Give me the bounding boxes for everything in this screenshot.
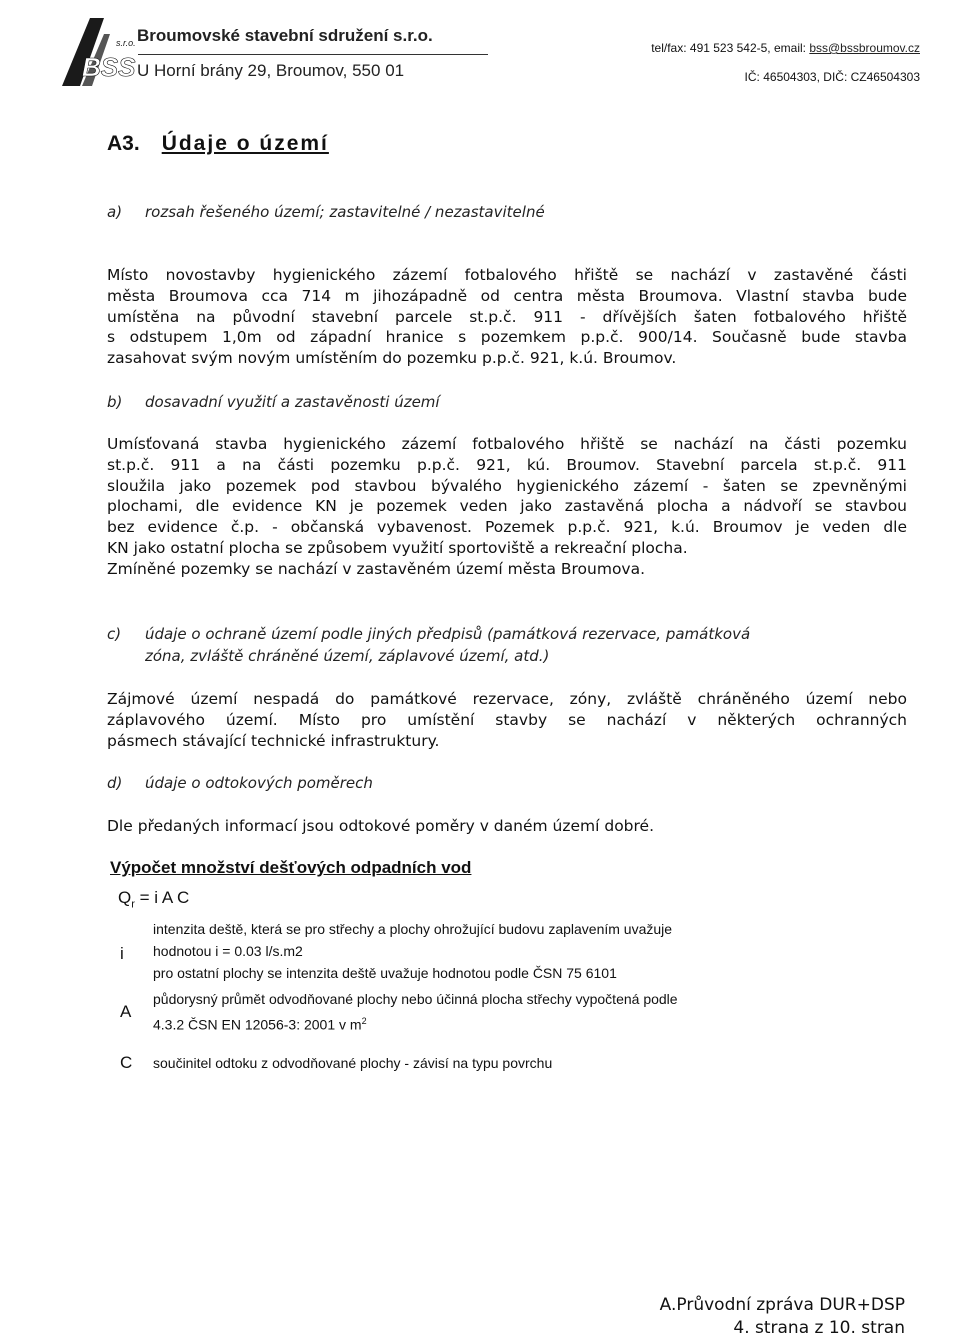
company-address: U Horní brány 29, Broumov, 550 01 (137, 61, 405, 80)
definition-a-text: 4.3.2 ČSN EN 12056-3: 2001 v m (153, 1016, 362, 1033)
definition-c-line: součinitel odtoku z odvodňované plochy - závisí na typu povrchu (153, 1055, 553, 1071)
definition-c (153, 1052, 552, 1074)
formula-rest: = i A C (134, 888, 190, 907)
symbol-a: A (120, 1002, 132, 1021)
logo-small-text: s.r.o. (116, 38, 136, 48)
subheading-a-label: a) (107, 203, 123, 221)
company-name: Broumovské stavební sdružení s.r.o. (137, 26, 433, 45)
subheading-d-label: d) (107, 774, 123, 792)
definition-a-sup: 2 (361, 1016, 367, 1026)
calculation-title: Výpočet množství dešťových odpadních vod (110, 858, 472, 877)
logo-text: BSS (82, 52, 136, 82)
footer-document: A.Průvodní zpráva DUR+DSP (659, 1295, 905, 1315)
paragraph-a (107, 265, 907, 369)
formula-q: Q (118, 888, 132, 907)
paragraph-b-line: Zmíněné pozemky se nachází v zastavěném území města Broumova. (107, 559, 646, 578)
header-divider (138, 54, 488, 55)
definition-a-line (153, 1010, 678, 1036)
contact-prefix: tel/fax: 491 523 542-5, email: (651, 41, 810, 55)
paragraph-a-line: s odstupem 1,0m od západní hranice s pozemkem p.p.č. 900/14. Současně bude stavba (107, 328, 907, 347)
section-title: Údaje o území (161, 132, 329, 155)
definition-i-line: hodnotou i = 0.03 l/s.m2 (153, 943, 303, 959)
subheading-c (107, 625, 750, 643)
formula (118, 888, 189, 910)
paragraph-c-line: Zájmové území nespadá do památkové rezervace, zóny, zvláště chráněného území nebo (107, 690, 907, 708)
definition-i-line: pro ostatní plochy se intenzita deště uvažuje hodnotou podle ČSN 75 6101 (153, 965, 617, 981)
subheading-b (107, 393, 440, 411)
subheading-c-label: c) (107, 625, 122, 643)
paragraph-b-line: st.p.č. 911 a na části pozemku p.p.č. 921, kú. Broumov. Stavební parcela st.p.č. 911 (107, 455, 907, 474)
footer-page-number: 4. strana z 10. stran (733, 1318, 905, 1338)
paragraph-c-line: pásmech stávající technické infrastruktury. (107, 731, 440, 750)
paragraph-c (107, 689, 907, 751)
subheading-c-line2: zóna, zvláště chráněné území, záplavové území, atd.) (145, 647, 550, 665)
company-ids: IČ: 46504303, DIČ: CZ46504303 (744, 70, 920, 84)
subheading-d (107, 774, 373, 792)
paragraph-c-line: záplavového území. Místo pro umístění stavby se nachází v některých ochranných (107, 710, 907, 729)
subheading-b-label: b) (107, 393, 123, 411)
formula-sub: r (131, 898, 135, 911)
section-heading (107, 132, 329, 156)
symbol-i: i (120, 944, 124, 963)
subheading-a (107, 203, 545, 221)
paragraph-a-line: města Broumova cca 714 m jihozápadně od centra města Broumova. Vlastní stavba bude (107, 286, 907, 305)
paragraph-b-line: KN jako ostatní plocha se způsobem využití sportoviště a rekreační plocha. (107, 538, 688, 557)
paragraph-a-line: zasahovat svým novým umístěním do pozemku p.p.č. 921, k.ú. Broumov. (107, 349, 677, 368)
subheading-c-text: údaje o ochraně území podle jiných předpisů (památková rezervace, památková (145, 625, 751, 643)
paragraph-a-line: umístěna na původní stavební parcele st.p.č. 911 - dřívějších šaten fotbalového hřiště (107, 307, 907, 326)
paragraph-a-line: Místo novostavby hygienického zázemí fotbalového hřiště se nachází v zastavěné části (107, 266, 907, 284)
subheading-d-text: údaje o odtokových poměrech (145, 774, 373, 792)
definition-i-line: intenzita deště, která se pro střechy a plochy ohrožující budovu zaplavením uvažuje (153, 921, 673, 937)
definition-a (153, 988, 678, 1036)
paragraph-b-line: sloužila jako pozemek pod stavbou bývalého hygienického zázemí - šaten se zpevněnými (107, 476, 907, 495)
paragraph-d (107, 816, 907, 837)
paragraph-b-line: plochami, dle evidence KN je pozemek veden jako zastavěná plocha a nádvoří se stavbou (107, 497, 907, 516)
paragraph-d-line: Dle předaných informací jsou odtokové poměry v daném území dobré. (107, 817, 655, 835)
contact-line (651, 41, 920, 55)
paragraph-b-line: Umísťovaná stavba hygienického zázemí fotbalového hřiště se nachází na části pozemku (107, 435, 907, 453)
section-number: A3. (107, 132, 140, 155)
subheading-b-text: dosavadní využití a zastavěnosti území (145, 393, 440, 411)
definition-a-line: půdorysný průmět odvodňované plochy nebo účinná plocha střechy vypočtená podle (153, 991, 678, 1007)
definition-i (153, 918, 672, 984)
paragraph-b-line: bez evidence č.p. - občanská vybavenost. Pozemek p.p.č. 921, k.ú. Broumov je veden dle (107, 518, 907, 537)
subheading-a-text: rozsah řešeného území; zastavitelné / nezastavitelné (145, 203, 545, 221)
email-link[interactable]: bss@bssbroumov.cz (809, 41, 920, 55)
paragraph-b (107, 434, 907, 580)
symbol-c: C (120, 1053, 133, 1072)
